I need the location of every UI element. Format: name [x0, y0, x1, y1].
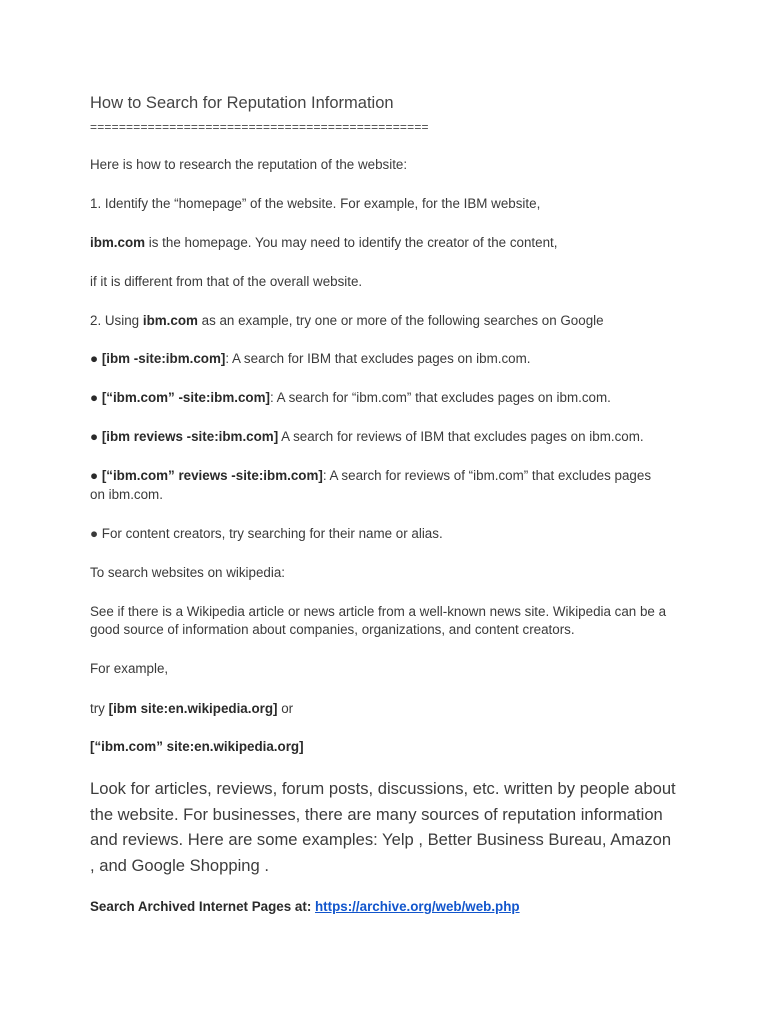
sources-paragraph: Look for articles, reviews, forum posts, discussions, etc. written by people about the website. For businesses, there are many sources of reputation information and reviews. Here are some examples: Yelp , Better Business Bureau, Amazon , and Google Shopping . [90, 779, 676, 875]
archive-label: Search Archived Internet Pages at: [90, 899, 315, 914]
bullet-description: : A search for reviews of “ibm.com” that excludes pages [322, 468, 652, 483]
bullet-description: A search for reviews of IBM that excludes pages on ibm.com. [278, 429, 644, 444]
try-query-line [90, 700, 293, 718]
bullet-item [90, 428, 644, 446]
try-or: or [277, 701, 294, 716]
wikipedia-query: [ibm site:en.wikipedia.org] [108, 701, 278, 716]
title-underline: =============================================== [90, 120, 429, 134]
wikipedia-heading: To search websites on wikipedia: [90, 565, 286, 580]
bullet-icon: ● [90, 468, 102, 483]
bullet-icon: ● [90, 429, 102, 444]
step-2-rest: as an example, try one or more of the following searches on Google [197, 313, 604, 328]
bullet-description: : A search for “ibm.com” that excludes pages on ibm.com. [269, 390, 611, 405]
step-2-text [90, 312, 604, 330]
archive-line [90, 898, 520, 916]
search-query: [“ibm.com” reviews -site:ibm.com] [101, 468, 323, 483]
step-1-homepage-rest: is the homepage. You may need to identify the creator of the content, [145, 235, 558, 250]
bullet-description-continued: on ibm.com. [90, 487, 163, 502]
search-query: [“ibm.com” -site:ibm.com] [101, 390, 270, 405]
intro-text: Here is how to research the reputation of the website: [90, 157, 408, 172]
search-query: [ibm -site:ibm.com] [101, 351, 226, 366]
wikipedia-query-2: [“ibm.com” site:en.wikipedia.org] [90, 739, 304, 754]
bullet-description: : A search for IBM that excludes pages on ibm.com. [225, 351, 531, 366]
bullet-item [90, 467, 651, 485]
try-prefix: try [90, 701, 109, 716]
step-1-homepage-line [90, 234, 557, 252]
search-query: [ibm reviews -site:ibm.com] [101, 429, 279, 444]
ibm-com-bold: ibm.com [90, 235, 146, 250]
step-2-prefix: 2. Using [90, 313, 143, 328]
bullet-icon: ● [90, 390, 102, 405]
content-creators-bullet: ● For content creators, try searching for their name or alias. [90, 526, 443, 541]
archive-link[interactable]: https://archive.org/web/web.php [315, 899, 520, 914]
step-1-creator-line: if it is different from that of the overall website. [90, 274, 363, 289]
page-title: How to Search for Reputation Information [90, 94, 394, 112]
step-1-text: 1. Identify the “homepage” of the website. For example, for the IBM website, [90, 196, 541, 211]
bullet-item [90, 389, 611, 407]
bullet-item [90, 350, 530, 368]
bullet-icon: ● [90, 351, 102, 366]
for-example-text: For example, [90, 661, 169, 676]
wikipedia-paragraph: See if there is a Wikipedia article or news article from a well-known news site. Wikipedia can be a good source of information about companies, organizations, and content creators. [90, 604, 667, 637]
step-2-ibm-bold: ibm.com [142, 313, 198, 328]
